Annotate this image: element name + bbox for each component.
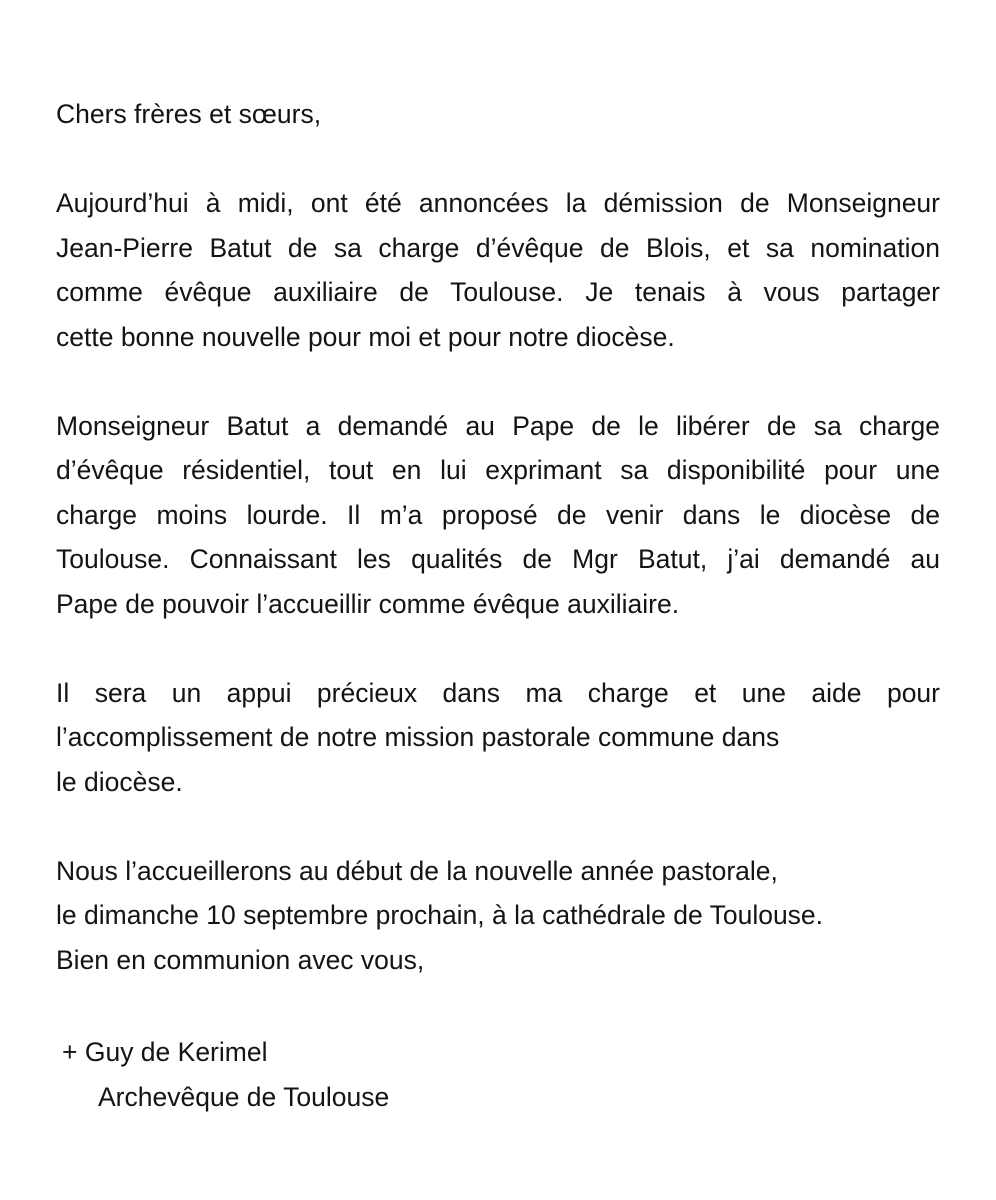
paragraph-request — [56, 404, 940, 627]
signature-title: Archevêque de Toulouse — [98, 1081, 390, 1112]
paragraph-line: Pape de pouvoir l’accueillir comme évêque auxiliaire. — [56, 588, 680, 619]
paragraph-gap — [56, 982, 940, 1030]
paragraph-gap — [56, 137, 940, 182]
paragraph-announcement — [56, 181, 940, 359]
paragraph-line: Il sera un appui précieux dans ma charge et une aide pour — [56, 677, 940, 708]
letter-body — [56, 92, 940, 1119]
paragraph-line: Toulouse. Connaissant les qualités de Mgr Batut, j’ai demandé au — [56, 544, 940, 574]
paragraph-line: Monseigneur Batut a demandé au Pape de le libérer de sa charge — [56, 410, 940, 441]
signature-block — [56, 1030, 940, 1119]
paragraph-gap — [56, 626, 940, 671]
paragraph-line: comme évêque auxiliaire de Toulouse. Je tenais à vous partager — [56, 277, 940, 307]
paragraph-line: le dimanche 10 septembre prochain, à la cathédrale de Toulouse. — [56, 900, 824, 930]
paragraph-gap — [56, 804, 940, 849]
paragraph-line: cette bonne nouvelle pour moi et pour notre diocèse. — [56, 321, 675, 352]
paragraph-line: d’évêque résidentiel, tout en lui exprimant sa disponibilité pour une — [56, 455, 940, 485]
paragraph-line: Nous l’accueillerons au début de la nouvelle année pastorale, — [56, 855, 778, 886]
paragraph-welcome — [56, 849, 940, 983]
paragraph-gap — [56, 359, 940, 404]
salutation: Chers frères et sœurs, — [56, 99, 322, 129]
paragraph-line: Jean-Pierre Batut de sa charge d’évêque de Blois, et sa nomination — [56, 232, 940, 263]
paragraph-line: le diocèse. — [56, 766, 183, 797]
paragraph-line: charge moins lourde. Il m’a proposé de venir dans le diocèse de — [56, 499, 940, 530]
paragraph-line: Bien en communion avec vous, — [56, 944, 425, 975]
paragraph-support — [56, 671, 940, 805]
signature-name: + Guy de Kerimel — [62, 1037, 268, 1067]
paragraph-line: l’accomplissement de notre mission pastorale commune dans — [56, 722, 780, 752]
paragraph-line: Aujourd’hui à midi, ont été annoncées la démission de Monseigneur — [56, 188, 940, 218]
